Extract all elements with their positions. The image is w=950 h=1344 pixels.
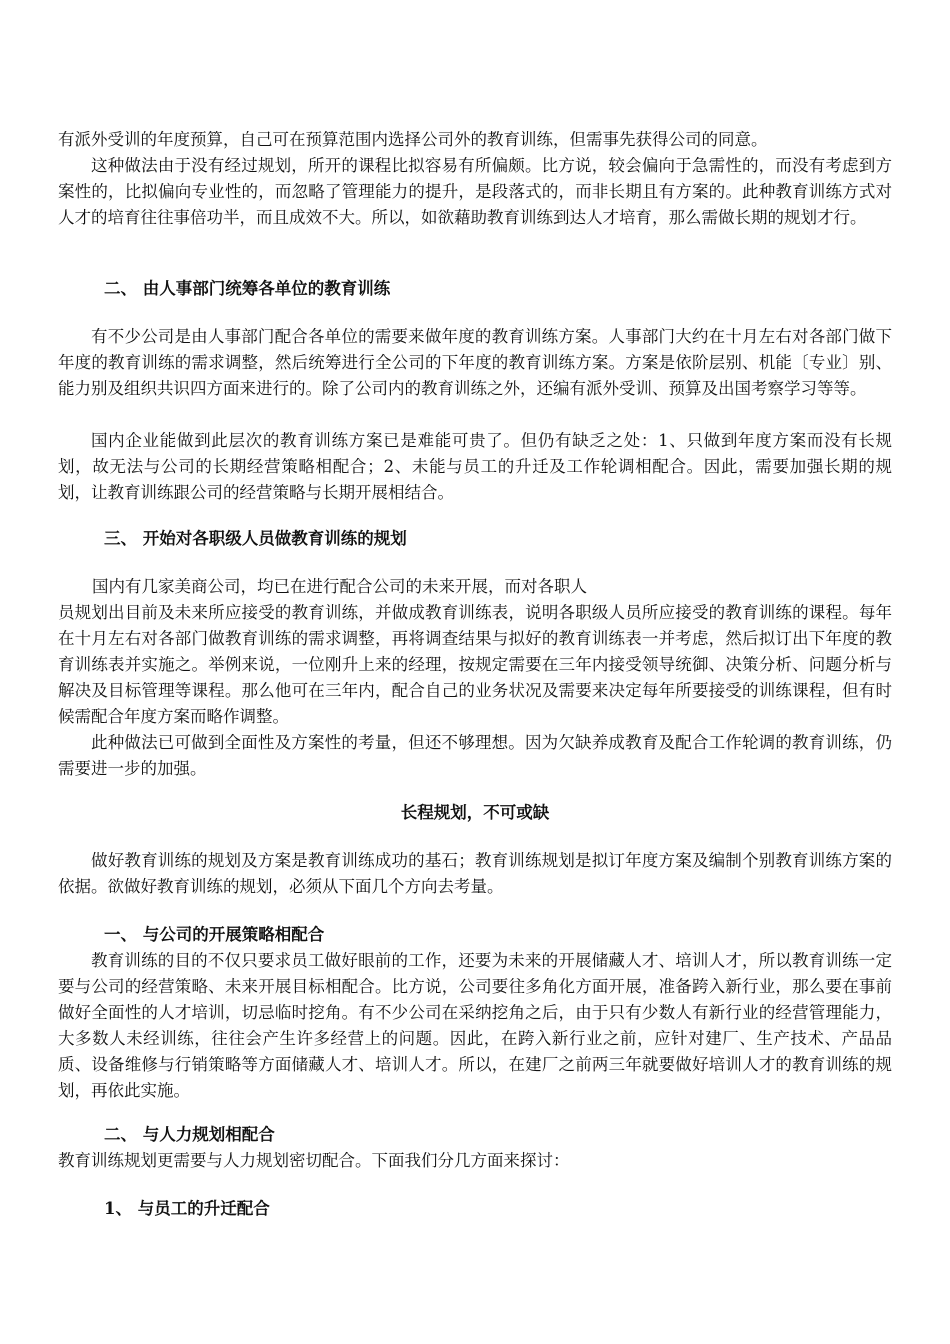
paragraph: 有派外受训的年度预算，自己可在预算范围内选择公司外的教育训练，但需事先获得公司的同意。 — [58, 130, 768, 149]
paragraph: 教育训练的目的不仅只要求员工做好眼前的工作，还要为未来的开展储藏人才、培训人才，所以教育训练一定要与公司的经营策略、未来开展目标相配合。比方说，公司要往多角化方面开展，准备跨入新行业，那么要在事前做好全面性的人才培训，切忌临时挖角。有不少公司在采纳挖角之后，由于只有少数人有新行业的经营管理能力，大多数人未经训练，往往会产生许多经营上的问题。因此，在跨入新行业之前，应针对建厂、生产技术、产品品质、设备维修与行销策略等方面储藏人才、培训人才。所以，在建厂之前两三年就要做好培训人才的教育训练的规划，再依此实施。 — [58, 951, 892, 1100]
paragraph: 教育训练规划更需要与人力规划密切配合。下面我们分几方面来探讨： — [58, 1151, 570, 1170]
paragraph: 员规划出目前及未来所应接受的教育训练，并做成教育训练表，说明各职级人员所应接受的教育训练的课程。每年在十月左右对各部门做教育训练的需求调整，再将调查结果与拟好的教育训练表一并考虑，然后拟订出下年度的教育训练表并实施之。举例来说，一位刚升上来的经理，按规定需要在三年内接受领导统御、决策分析、问题分析与解决及目标管理等课程。那么他可在三年内，配合自己的业务状况及需要来决定每年所要接受的训练课程，但有时候需配合年度方案而略作调整。 — [58, 603, 892, 726]
paragraph: 有不少公司是由人事部门配合各单位的需要来做年度的教育训练方案。人事部门大约在十月左右对各部门做下年度的教育训练的需求调整，然后统筹进行全公司的下年度的教育训练方案。方案是依阶层别、机能〔专业〕别、能力别及组织共识四方面来进行的。除了公司内的教育训练之外，还编有派外受训、预算及出国考察学习等等。 — [58, 327, 892, 398]
paragraph: 此种做法已可做到全面性及方案性的考量，但还不够理想。因为欠缺养成教育及配合工作轮调的教育训练，仍需要进一步的加强。 — [58, 733, 892, 778]
chapter-heading: 长程规划，不可或缺 — [400, 803, 550, 822]
paragraph: 国内有几家美商公司，均已在进行配合公司的未来开展，而对各职人 — [92, 577, 587, 596]
section-heading: 二、 由人事部门统筹各单位的教育训练 — [104, 279, 391, 298]
paragraph: 国内企业能做到此层次的教育训练方案已是难能可贵了。但仍有缺乏之处：1、只做到年度方案而没有长规划，故无法与公司的长期经营策略相配合；2、未能与员工的升迁及工作轮调相配合。因此，需要加强长期的规划，让教育训练跟公司的经营策略与长期开展相结合。 — [58, 431, 892, 502]
section-heading: 三、 开始对各职级人员做教育训练的规划 — [104, 529, 407, 548]
section-heading: 一、 与公司的开展策略相配合 — [104, 925, 325, 944]
paragraph: 做好教育训练的规划及方案是教育训练成功的基石；教育训练规划是拟订年度方案及编制个别教育训练方案的依据。欲做好教育训练的规划，必须从下面几个方向去考量。 — [58, 851, 892, 896]
section-heading: 二、 与人力规划相配合 — [104, 1125, 275, 1144]
paragraph: 这种做法由于没有经过规划，所开的课程比拟容易有所偏颇。比方说，较会偏向于急需性的，而没有考虑到方案性的，比拟偏向专业性的，而忽略了管理能力的提升，是段落式的，而非长期且有方案的。此种教育训练方式对人才的培育往往事倍功半，而且成效不大。所以，如欲藉助教育训练到达人才培育，那么需做长期的规划才行。 — [58, 156, 892, 227]
subsection-heading: 1、 与员工的升迁配合 — [104, 1199, 270, 1218]
